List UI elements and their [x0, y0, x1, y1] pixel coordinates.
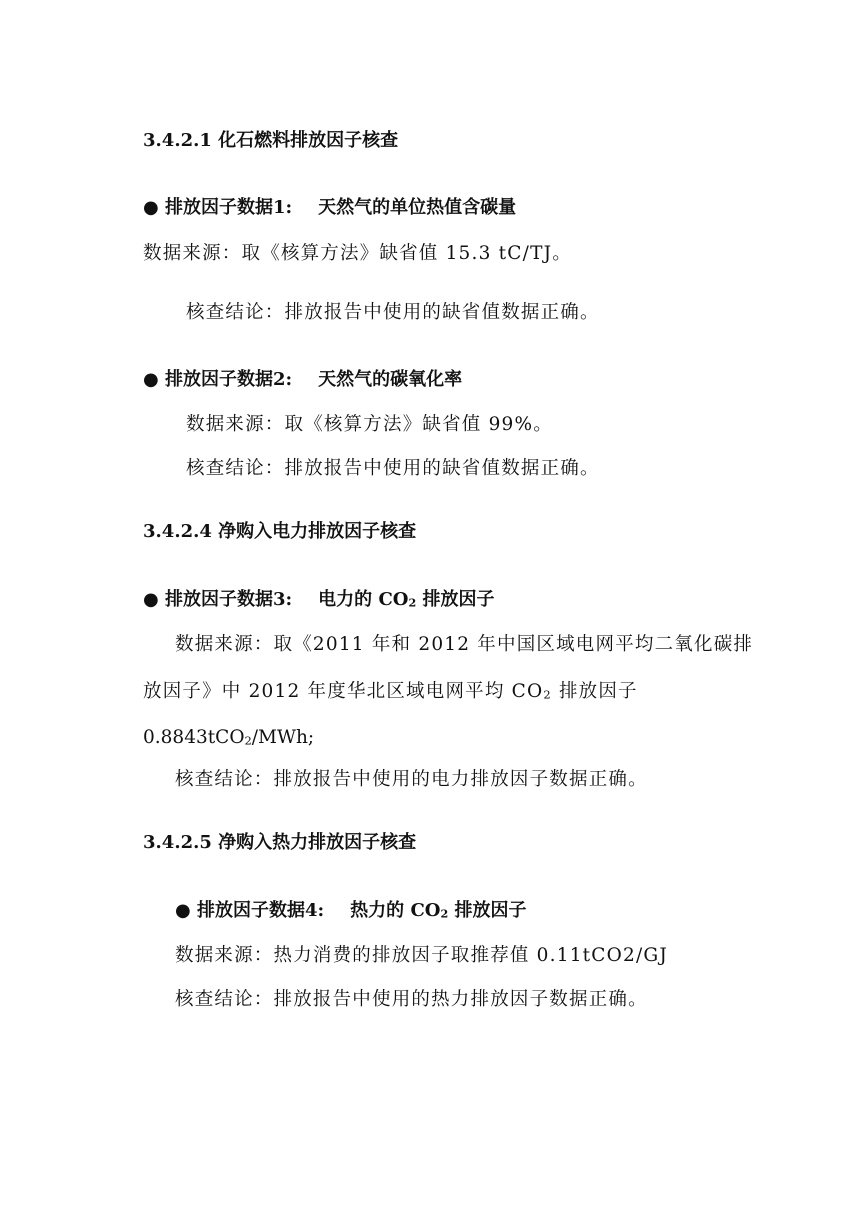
- factor-2-source: 数据来源：取《核算方法》缺省值 99%。: [186, 414, 554, 435]
- bullet-icon: ●: [175, 900, 191, 921]
- bullet-icon: ●: [143, 197, 159, 218]
- factor-label: 排放因子数据2:: [165, 369, 293, 390]
- factor-1-conclusion: 核查结论：排放报告中使用的缺省值数据正确。: [186, 302, 600, 323]
- factor-3-source-line-2: 放因子》中 2012 年度华北区域电网平均 $CO_2$ 排放因子: [143, 681, 638, 702]
- factor-2-conclusion: 核查结论：排放报告中使用的缺省值数据正确。: [186, 458, 600, 479]
- section-heading-electricity: 3.4.2.4 净购入电力排放因子核查: [143, 521, 417, 542]
- bullet-icon: ●: [143, 369, 159, 390]
- factor-3-conclusion: 核查结论：排放报告中使用的电力排放因子数据正确。: [175, 769, 648, 790]
- factor-3-source-line-3: 0.8843tCO$_2$/MWh;: [143, 727, 315, 748]
- factor-item-2-title: [143, 367, 462, 393]
- section-heading-heat: 3.4.2.5 净购入热力排放因子核查: [143, 832, 417, 853]
- factor-label: 排放因子数据3:: [165, 589, 293, 610]
- factor-label: 排放因子数据4:: [197, 900, 325, 921]
- section-heading-fossil-fuel: 3.4.2.1 化石燃料排放因子核查: [143, 130, 399, 151]
- factor-topic: 热力的 $CO_2$ 排放因子: [350, 900, 527, 921]
- factor-4-conclusion: 核查结论：排放报告中使用的热力排放因子数据正确。: [175, 989, 648, 1010]
- factor-topic: 天然气的碳氧化率: [318, 369, 463, 390]
- factor-1-source: 数据来源：取《核算方法》缺省值 15.3 tC/TJ。: [143, 243, 572, 264]
- factor-item-4-title: [175, 898, 527, 924]
- factor-3-source-line-1: 数据来源：取《2011 年和 2012 年中国区域电网平均二氧化碳排: [175, 634, 754, 655]
- factor-4-source: 数据来源：热力消费的排放因子取推荐值 0.11tCO2/GJ: [175, 945, 669, 966]
- factor-label: 排放因子数据1:: [165, 197, 293, 218]
- factor-topic: 电力的 $CO_2$ 排放因子: [318, 589, 495, 610]
- factor-item-1-title: [143, 195, 516, 221]
- factor-item-3-title: [143, 587, 495, 613]
- factor-topic: 天然气的单位热值含碳量: [318, 197, 517, 218]
- bullet-icon: ●: [143, 589, 159, 610]
